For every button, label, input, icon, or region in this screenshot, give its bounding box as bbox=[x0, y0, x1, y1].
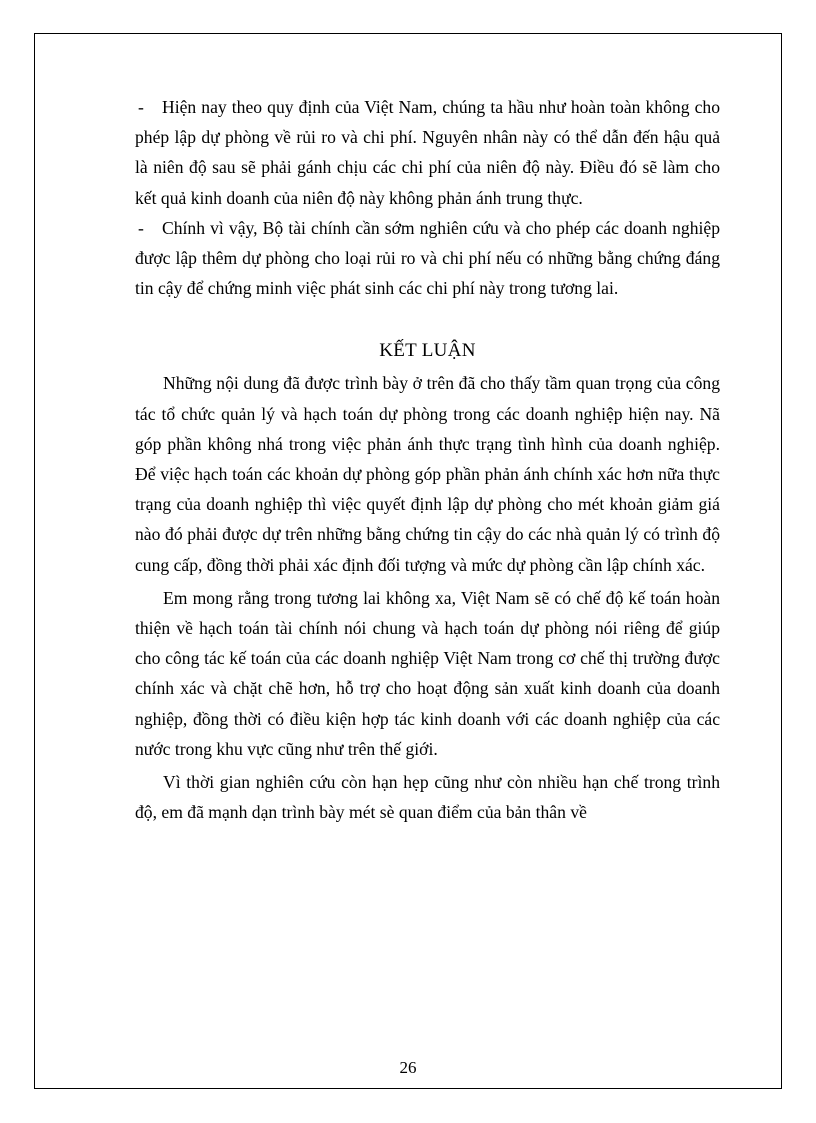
body-paragraph: Em mong rằng trong tương lai không xa, Việt Nam sẽ có chế độ kế toán hoàn thiện về hạch toán tài chính nói chung và hạch toán dự phòng nói riêng để giúp cho công tác kế toán của các doanh nghiệp Việt Nam trong cơ chế thị trường được chính xác và chặt chẽ hơn, hỗ trợ cho hoạt động sản xuất kinh doanh của doanh nghiệp, đồng thời có điều kiện hợp tác kinh doanh với các doanh nghiệp của các nước trong khu vực cũng như trên thế giới. bbox=[135, 587, 720, 759]
page-body bbox=[135, 92, 720, 827]
body-paragraph: Vì thời gian nghiên cứu còn hạn hẹp cũng như còn nhiều hạn chế trong trình độ, em đã mạnh dạn trình bày mét sè quan điểm của bản thân về bbox=[135, 772, 720, 823]
page-number: 26 bbox=[399, 1058, 417, 1077]
bullet-paragraph bbox=[135, 213, 720, 304]
section-heading: KẾT LUẬN bbox=[379, 340, 476, 362]
bullet-text: Chính vì vậy, Bộ tài chính cần sớm nghiên cứu và cho phép các doanh nghiệp được lập thêm dự phòng cho loại rủi ro và chi phí nếu có những bằng chứng đáng tin cậy để chứng minh việc phát sinh các chi phí này trong tương lai. bbox=[135, 217, 720, 299]
bullet-text: Hiện nay theo quy định của Việt Nam, chúng ta hầu như hoàn toàn không cho phép lập dự phòng về rủi ro và chi phí. Nguyên nhân này có thể dẫn đến hậu quả là niên độ sau sẽ phải gánh chịu các chi phí của niên độ này. Điều đó sẽ làm cho kết quả kinh doanh của niên độ này không phản ánh trung thực. bbox=[135, 97, 720, 208]
bullet-paragraph bbox=[135, 92, 720, 213]
bullet-dash: - bbox=[138, 97, 144, 117]
body-paragraph: Những nội dung đã được trình bày ở trên đã cho thấy tầm quan trọng của công tác tổ chức quản lý và hạch toán dự phòng trong các doanh nghiệp hiện nay. Nã góp phần không nhá trong việc phản ánh thực trạng tình hình của doanh nghiệp. Để việc hạch toán các khoản dự phòng góp phần phản ánh chính xác hơn nữa thực trạng của doanh nghiệp thì việc quyết định lập dự phòng cho mét khoản giảm giá nào đó phải được dự trên những bằng chứng tin cậy do các nhà quản lý có trình độ cung cấp, đồng thời phải xác định đối tượng và mức dự phòng cần lập chính xác. bbox=[135, 373, 720, 575]
bullet-dash: - bbox=[138, 217, 144, 238]
